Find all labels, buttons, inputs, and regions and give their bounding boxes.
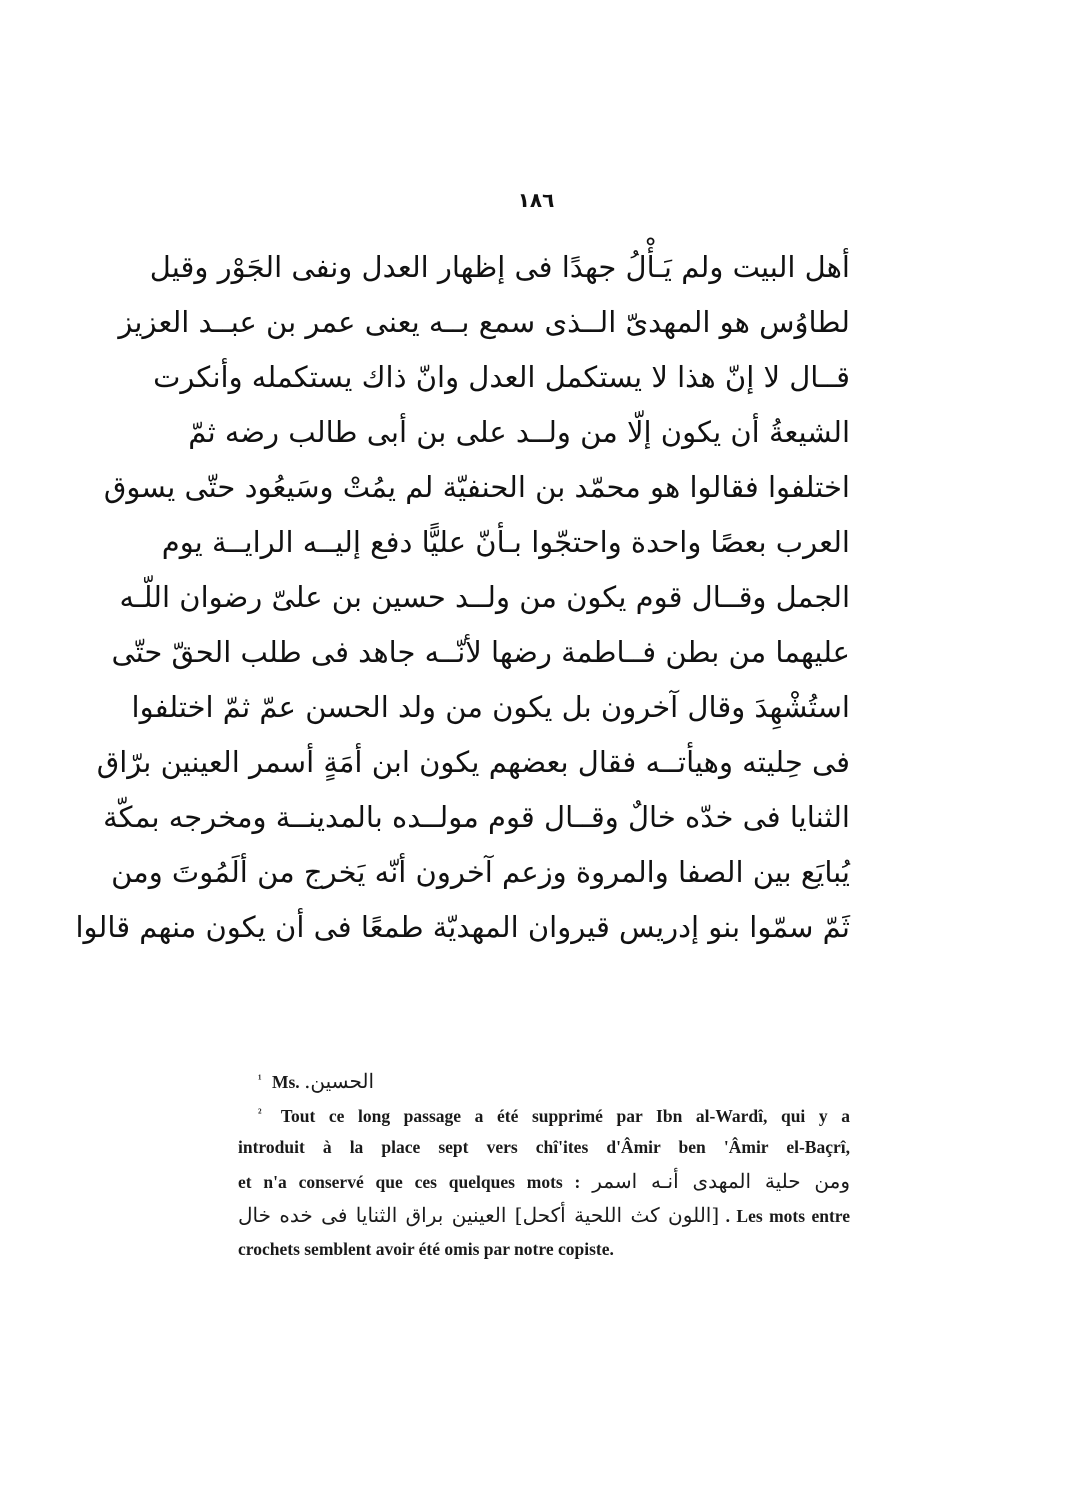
- footnote-text: Tout ce long passage a été supprimé par Ibn al-Wardî, qui y a: [280, 1106, 850, 1126]
- text-line: استُشْهِدَ وقال آخرون بل يكون من ولد الحسن عمّ ثمّ اختلفوا: [131, 690, 850, 724]
- text-line: أهل البيت ولم يَـأْلُ جهدًا فى إظهار العدل ونفى الجَوْر وقيل: [149, 250, 850, 284]
- footnote-text: . Les mots entre: [725, 1206, 851, 1226]
- page-number: ١٨٦: [517, 188, 555, 212]
- text-line: قــال لا إنّ هذا لا يستكمل العدل وانّ ذاك يستكمله وأنكرت: [153, 360, 850, 394]
- arabic-body-text: [75, 240, 850, 955]
- text-line: يُبايَع بين الصفا والمروة وزعم آخرون أنّه يَخرج من ألَمُوتَ ومن: [111, 855, 850, 889]
- footnote-arabic-quote: ومن حلية المهدى أنـه اسمر: [592, 1169, 851, 1193]
- footnote-marker: ¹: [258, 1072, 262, 1086]
- text-line: الجمل وقــال قوم يكون من ولــد حسين بن علىّ رضوان اللّـه: [119, 580, 850, 614]
- footnote-ms-label: Ms.: [271, 1072, 300, 1092]
- footnote-2-line: [238, 1096, 850, 1130]
- footnote-2-line: [238, 1198, 850, 1232]
- footnote-2-line: crochets semblent avoir été omis par notre copiste.: [238, 1239, 614, 1259]
- text-line: اختلفوا فقالوا هو محمّد بن الحنفيّة لم يمُتْ وسَيعُود حتّى يسوق: [103, 470, 850, 504]
- footnote-2-line: introduit à la place sept vers chî'ites d'Âmir ben 'Âmir el-Baçrî,: [238, 1137, 850, 1157]
- footnote-2-line: [238, 1164, 850, 1198]
- text-line: العرب بعصًا واحدة واحتجّوا بـأنّ عليًّا دفع إليــه الرايــة يوم: [161, 525, 850, 559]
- text-line: ثَمّ سمّوا بنو إدريس قيروان المهديّة طمعًا فى أن يكون منهم قالوا: [75, 910, 850, 944]
- text-line: الشيعةُ أن يكون إلّا من ولــد على بن أبى طالب رضه ثمّ: [188, 415, 850, 449]
- footnote-1: [238, 1062, 850, 1096]
- text-line: لطاوُس هو المهدىّ الــذى سمع بــه يعنى عمر بن عبــد العزيز: [118, 305, 850, 339]
- text-line: فى حِليته وهيأتــه فقال بعضهم يكون ابن أمَةٍ أسمر العينين برّاق: [96, 745, 850, 779]
- text-line: الثنايا فى خدّه خالٌ وقــال قوم مولــده بالمدينــة ومخرجه بمكّة: [103, 800, 850, 834]
- footnote-text: et n'a conservé que ces quelques mots :: [238, 1172, 581, 1192]
- footnote-arabic-variant: الحسين.: [304, 1069, 375, 1093]
- footnotes: [238, 1062, 850, 1266]
- text-line: عليهما من بطن فــاطمة رضها لأنّــه جاهد فى طلب الحقّ حتّى: [111, 635, 850, 669]
- footnote-marker: ²: [258, 1106, 262, 1120]
- footnote-arabic-quote: [اللون كث اللحية أكحل] العينين براق الثنايا فى خده خال: [238, 1203, 720, 1227]
